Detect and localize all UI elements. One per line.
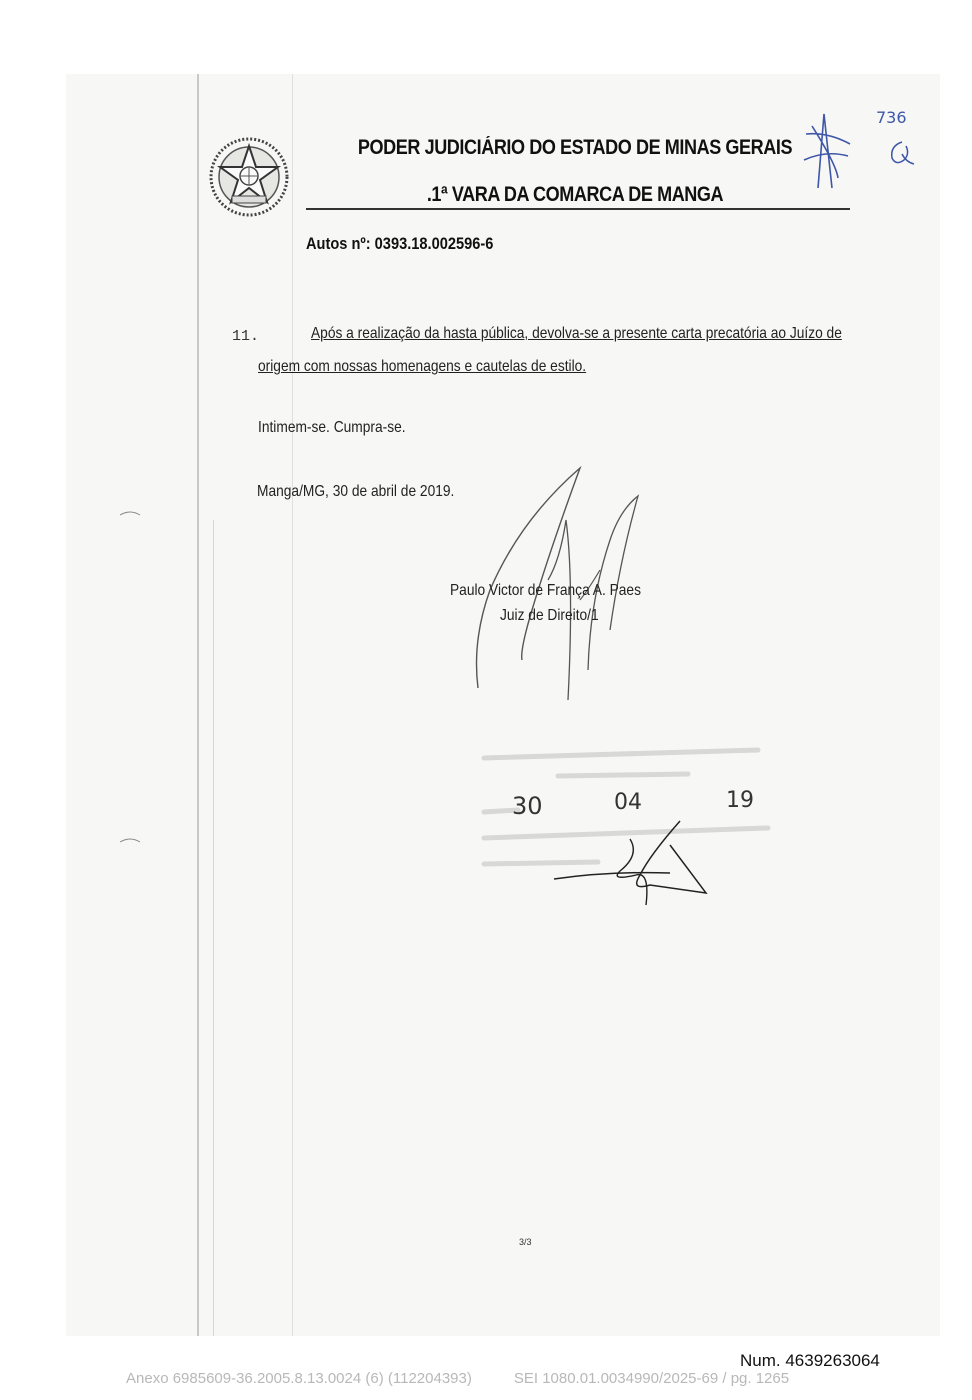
handwritten-page-mark: 736 xyxy=(876,108,907,127)
handwritten-rubric-mark xyxy=(886,138,916,168)
footer-annex: Anexo 6985609-36.2005.8.13.0024 (6) (112204393) xyxy=(126,1370,472,1387)
court-title: PODER JUDICIÁRIO DO ESTADO DE MINAS GERAIS xyxy=(357,136,793,159)
initials-signature-mark xyxy=(798,104,856,194)
stamp-day: 30 xyxy=(512,792,543,820)
paragraph-text-line-1: Após a realização da hasta pública, devolva-se a presente carta precatória ao Juízo de xyxy=(311,325,842,342)
scan-fold-line-2 xyxy=(213,520,214,1336)
case-number: Autos nº: 0393.18.002596-6 xyxy=(306,234,494,253)
footer-reference xyxy=(126,1370,789,1387)
header-divider xyxy=(306,208,850,210)
paragraph-text-line-2: origem com nossas homenagens e cautelas de estilo. xyxy=(258,358,587,375)
place-and-date: Manga/MG, 30 de abril de 2019. xyxy=(257,483,455,500)
scan-margin-line xyxy=(197,74,199,1336)
coat-of-arms-seal xyxy=(208,136,290,218)
signer-name: Paulo Victor de França A. Paes xyxy=(450,582,641,599)
stamp-year: 19 xyxy=(726,788,754,813)
court-subtitle: .1ª VARA DA COMARCA DE MANGA xyxy=(426,183,724,206)
document-number: Num. 4639263064 xyxy=(740,1351,880,1370)
scan-fold-line xyxy=(292,74,293,1336)
margin-tick xyxy=(118,507,142,519)
closing-statement: Intimem-se. Cumpra-se. xyxy=(258,419,406,436)
signer-role: Juiz de Direito/1 xyxy=(500,607,599,624)
footer-sei: SEI 1080.01.0034990/2025-69 / pg. 1265 xyxy=(513,1370,790,1387)
margin-tick xyxy=(118,834,142,846)
page-indicator: 3/3 xyxy=(519,1237,532,1247)
stamp-month: 04 xyxy=(614,790,642,815)
paragraph-number: 11. xyxy=(232,328,260,345)
stamp-signature xyxy=(550,815,720,910)
